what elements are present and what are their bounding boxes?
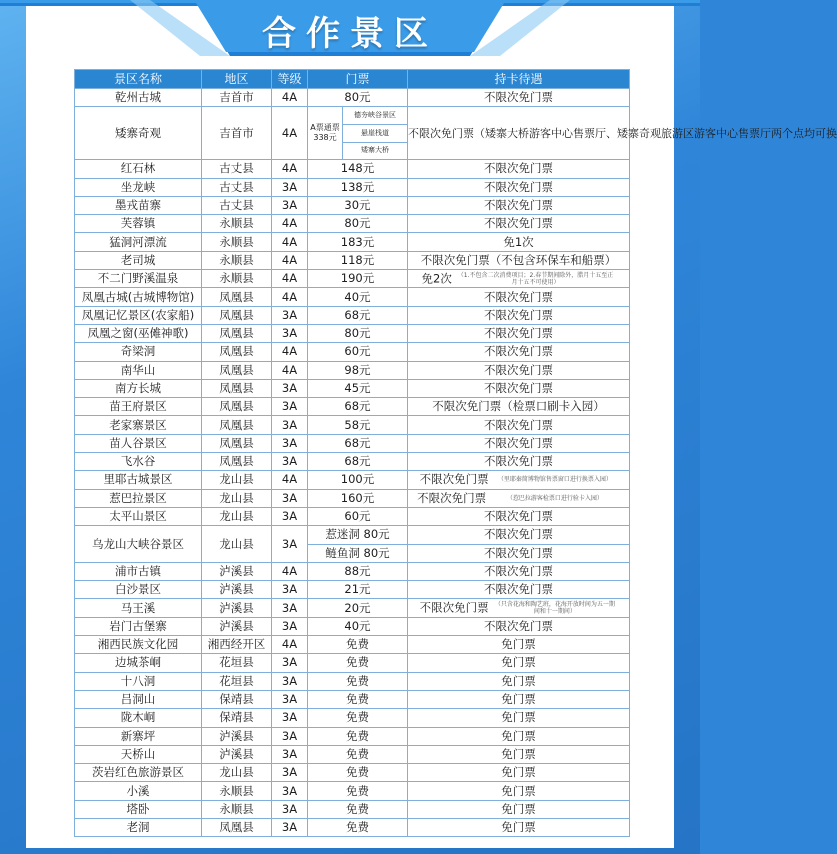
cell-ticket: 58元 [308, 416, 408, 434]
benefit-note: （1.不包含二次消费项目；2.春节期间除外，腊月十五至正月十五不可使用） [457, 271, 614, 286]
cell-name: 十八洞 [75, 672, 202, 690]
cell-level: 3A [272, 764, 308, 782]
cell-name: 浦市古镇 [75, 562, 202, 580]
cell-area: 泸溪县 [202, 727, 272, 745]
cell-name: 乌龙山大峡谷景区 [75, 526, 202, 563]
cell-name: 老家寨景区 [75, 416, 202, 434]
cell-name: 猛洞河漂流 [75, 233, 202, 251]
benefit-note: （惹巴拉游客检票口进行验卡入园） [506, 494, 603, 502]
table-row [75, 709, 630, 727]
table-row [75, 782, 630, 800]
cell-level: 3A [272, 416, 308, 434]
ticket-part: 德夯峡谷景区 [343, 107, 408, 124]
cell-level: 4A [272, 361, 308, 379]
cell-benefit [408, 599, 630, 617]
cell-ticket: 148元 [308, 160, 408, 178]
cell-area: 龙山县 [202, 471, 272, 489]
table-row [75, 581, 630, 599]
cell-level: 4A [272, 107, 308, 160]
header-level: 等级 [272, 70, 308, 89]
cell-level: 3A [272, 727, 308, 745]
cell-ticket: 183元 [308, 233, 408, 251]
cell-area: 凤凰县 [202, 416, 272, 434]
table-row [75, 270, 630, 288]
cell-area: 保靖县 [202, 690, 272, 708]
table-row [75, 599, 630, 617]
cell-level: 3A [272, 324, 308, 342]
cell-name: 苗王府景区 [75, 398, 202, 416]
benefit-text: 不限次免门票 [419, 472, 489, 487]
cell-benefit: 免门票 [408, 636, 630, 654]
cell-name: 老司城 [75, 251, 202, 269]
cell-benefit: 免门票 [408, 764, 630, 782]
cell-name: 不二门野溪温泉 [75, 270, 202, 288]
table-row [75, 233, 630, 251]
cell-ticket: 免费 [308, 800, 408, 818]
cell-name: 里耶古城景区 [75, 471, 202, 489]
table-row [75, 745, 630, 763]
cell-ticket: 21元 [308, 581, 408, 599]
cell-area: 花垣县 [202, 672, 272, 690]
cell-benefit: 不限次免门票（检票口刷卡入园） [408, 398, 630, 416]
benefit-note: （只含花海和陶艺班，花海开放时间为五一期间和十一期间） [494, 601, 615, 616]
cell-benefit: 不限次免门票（不包含环保车和船票） [408, 251, 630, 269]
cell-ticket: 免费 [308, 636, 408, 654]
benefit-note: （里耶秦简博物馆售票窗口进行换票入园） [497, 476, 612, 484]
cell-area: 永顺县 [202, 215, 272, 233]
page-title: 合作景区 [262, 14, 438, 54]
cell-ticket: 40元 [308, 288, 408, 306]
table-row [75, 526, 630, 544]
cell-name: 坐龙峡 [75, 178, 202, 196]
cell-name: 奇梁洞 [75, 343, 202, 361]
cell-benefit: 免门票 [408, 745, 630, 763]
cell-ticket: 鲢鱼洞 80元 [308, 544, 408, 562]
cell-ticket: 68元 [308, 453, 408, 471]
cell-area: 古丈县 [202, 196, 272, 214]
table-row [75, 507, 630, 525]
cell-area: 凤凰县 [202, 324, 272, 342]
cell-level: 3A [272, 178, 308, 196]
cell-ticket: 45元 [308, 379, 408, 397]
cell-level: 3A [272, 453, 308, 471]
cell-name: 新寨坪 [75, 727, 202, 745]
cell-ticket: 68元 [308, 398, 408, 416]
cell-level: 4A [272, 288, 308, 306]
benefit-text: 不限次免门票 [417, 490, 487, 505]
cell-area: 泸溪县 [202, 599, 272, 617]
table-row [75, 764, 630, 782]
cell-benefit: 免门票 [408, 672, 630, 690]
table-row [75, 471, 630, 489]
cell-name: 岩门古堡寨 [75, 617, 202, 635]
cell-level: 4A [272, 233, 308, 251]
cell-level: 4A [272, 215, 308, 233]
cell-area: 永顺县 [202, 270, 272, 288]
cell-benefit [408, 489, 630, 507]
cell-area: 吉首市 [202, 89, 272, 107]
table-row [75, 196, 630, 214]
cell-level: 4A [272, 251, 308, 269]
table-row [75, 562, 630, 580]
scenic-spots-table [74, 69, 837, 837]
cell-ticket: 88元 [308, 562, 408, 580]
cell-name: 南华山 [75, 361, 202, 379]
cell-name: 小溪 [75, 782, 202, 800]
cell-level: 4A [272, 636, 308, 654]
table-row [75, 636, 630, 654]
cell-ticket: 免费 [308, 690, 408, 708]
cell-level: 3A [272, 434, 308, 452]
cell-level: 4A [272, 270, 308, 288]
cell-ticket: 190元 [308, 270, 408, 288]
cell-name: 湘西民族文化园 [75, 636, 202, 654]
cell-level: 4A [272, 562, 308, 580]
cell-level: 3A [272, 782, 308, 800]
cell-ticket: 80元 [308, 324, 408, 342]
cell-area: 泸溪县 [202, 745, 272, 763]
cell-name: 天桥山 [75, 745, 202, 763]
cell-area: 龙山县 [202, 489, 272, 507]
cell-level: 4A [272, 343, 308, 361]
cell-level: 3A [272, 672, 308, 690]
cell-level: 3A [272, 398, 308, 416]
table-row [75, 379, 630, 397]
cell-area: 凤凰县 [202, 398, 272, 416]
cell-benefit: 不限次免门票 [408, 306, 630, 324]
cell-name: 太平山景区 [75, 507, 202, 525]
table-header-row [75, 70, 630, 89]
cell-area: 龙山县 [202, 507, 272, 525]
cell-ticket: 免费 [308, 709, 408, 727]
cell-level: 4A [272, 89, 308, 107]
table-row [75, 324, 630, 342]
table-row [75, 434, 630, 452]
cell-name: 红石林 [75, 160, 202, 178]
cell-area: 凤凰县 [202, 818, 272, 836]
cell-level: 3A [272, 599, 308, 617]
table-row [75, 107, 630, 160]
table-row [75, 160, 630, 178]
table-row [75, 489, 630, 507]
cell-area: 凤凰县 [202, 453, 272, 471]
ticket-main: A票通票 338元 [308, 107, 343, 159]
cell-name: 凤凰记忆景区(农家船) [75, 306, 202, 324]
cell-name: 马王溪 [75, 599, 202, 617]
cell-area: 凤凰县 [202, 288, 272, 306]
cell-name: 飞水谷 [75, 453, 202, 471]
cell-area: 泸溪县 [202, 617, 272, 635]
cell-ticket [308, 107, 408, 160]
cell-name: 芙蓉镇 [75, 215, 202, 233]
title-banner [0, 0, 700, 60]
cell-area: 吉首市 [202, 107, 272, 160]
cell-benefit: 免门票 [408, 782, 630, 800]
cell-name: 茨岩红色旅游景区 [75, 764, 202, 782]
cell-benefit: 免门票 [408, 654, 630, 672]
cell-benefit: 不限次免门票 [408, 196, 630, 214]
cell-area: 凤凰县 [202, 361, 272, 379]
cell-benefit: 不限次免门票 [408, 89, 630, 107]
table-row [75, 654, 630, 672]
header-name: 景区名称 [75, 70, 202, 89]
cell-name: 凤凰之窗(巫傩神歌) [75, 324, 202, 342]
table-row [75, 818, 630, 836]
benefit-text: 免2次 [421, 271, 452, 286]
cell-ticket: 60元 [308, 343, 408, 361]
cell-name: 白沙景区 [75, 581, 202, 599]
table-row [75, 251, 630, 269]
cell-name: 塔卧 [75, 800, 202, 818]
cell-area: 凤凰县 [202, 306, 272, 324]
cell-benefit: 不限次免门票 [408, 178, 630, 196]
ticket-part: 悬崖栈道 [343, 124, 408, 142]
cell-name: 墨戎苗寨 [75, 196, 202, 214]
cell-ticket: 免费 [308, 818, 408, 836]
cell-area: 永顺县 [202, 800, 272, 818]
cell-benefit: 不限次免门票 [408, 379, 630, 397]
cell-benefit: 不限次免门票 [408, 361, 630, 379]
cell-name: 乾州古城 [75, 89, 202, 107]
table-row [75, 800, 630, 818]
cell-benefit: 免门票 [408, 690, 630, 708]
cell-area: 花垣县 [202, 654, 272, 672]
cell-ticket: 80元 [308, 89, 408, 107]
cell-benefit: 不限次免门票 [408, 544, 630, 562]
cell-benefit: 免门票 [408, 800, 630, 818]
cell-ticket: 118元 [308, 251, 408, 269]
cell-ticket: 100元 [308, 471, 408, 489]
cell-benefit: 不限次免门票（矮寨大桥游客中心售票厅、矮寨奇观旅游区游客中心售票厅两个点均可换 [408, 107, 630, 160]
cell-area: 凤凰县 [202, 434, 272, 452]
cell-ticket: 免费 [308, 672, 408, 690]
cell-ticket: 40元 [308, 617, 408, 635]
table-row [75, 398, 630, 416]
cell-area: 永顺县 [202, 233, 272, 251]
table-row [75, 617, 630, 635]
cell-benefit: 不限次免门票 [408, 617, 630, 635]
table-row [75, 416, 630, 434]
cell-level: 3A [272, 800, 308, 818]
cell-area: 湘西经开区 [202, 636, 272, 654]
cell-ticket: 80元 [308, 215, 408, 233]
cell-area: 龙山县 [202, 526, 272, 563]
cell-level: 3A [272, 581, 308, 599]
cell-name: 矮寨奇观 [75, 107, 202, 160]
cell-benefit: 不限次免门票 [408, 581, 630, 599]
cell-ticket: 免费 [308, 727, 408, 745]
table-row [75, 361, 630, 379]
cell-level: 3A [272, 526, 308, 563]
cell-benefit: 不限次免门票 [408, 160, 630, 178]
cell-ticket: 98元 [308, 361, 408, 379]
cell-benefit: 不限次免门票 [408, 526, 630, 544]
cell-area: 永顺县 [202, 251, 272, 269]
table-row [75, 215, 630, 233]
cell-area: 凤凰县 [202, 379, 272, 397]
cell-benefit: 免门票 [408, 727, 630, 745]
cell-level: 3A [272, 745, 308, 763]
cell-benefit: 不限次免门票 [408, 215, 630, 233]
cell-benefit [408, 471, 630, 489]
cell-name: 吕洞山 [75, 690, 202, 708]
cell-ticket: 免费 [308, 654, 408, 672]
cell-name: 边城茶峒 [75, 654, 202, 672]
cell-benefit: 不限次免门票 [408, 562, 630, 580]
cell-ticket: 惹迷洞 80元 [308, 526, 408, 544]
cell-area: 永顺县 [202, 782, 272, 800]
cell-level: 3A [272, 507, 308, 525]
cell-area: 保靖县 [202, 709, 272, 727]
cell-name: 南方长城 [75, 379, 202, 397]
cell-area: 龙山县 [202, 764, 272, 782]
cell-area: 凤凰县 [202, 343, 272, 361]
cell-ticket: 免费 [308, 782, 408, 800]
table-row [75, 178, 630, 196]
cell-area: 泸溪县 [202, 581, 272, 599]
cell-level: 4A [272, 471, 308, 489]
cell-benefit: 不限次免门票 [408, 288, 630, 306]
cell-benefit [408, 270, 630, 288]
ticket-part: 矮寨大桥 [361, 146, 389, 155]
cell-ticket: 20元 [308, 599, 408, 617]
cell-ticket: 免费 [308, 745, 408, 763]
benefit-text: 不限次免门票 [419, 600, 489, 615]
table-row [75, 89, 630, 107]
cell-area: 泸溪县 [202, 562, 272, 580]
cell-level: 3A [272, 489, 308, 507]
cell-level: 3A [272, 690, 308, 708]
table-row [75, 690, 630, 708]
cell-ticket: 30元 [308, 196, 408, 214]
cell-benefit: 不限次免门票 [408, 507, 630, 525]
cell-level: 3A [272, 654, 308, 672]
cell-benefit: 免门票 [408, 709, 630, 727]
cell-benefit: 不限次免门票 [408, 343, 630, 361]
header-ticket: 门票 [308, 70, 408, 89]
cell-ticket: 60元 [308, 507, 408, 525]
cell-level: 3A [272, 617, 308, 635]
header-area: 地区 [202, 70, 272, 89]
table-row [75, 343, 630, 361]
cell-area: 古丈县 [202, 160, 272, 178]
cell-level: 3A [272, 379, 308, 397]
table-body [75, 89, 837, 837]
cell-name: 凤凰古城(古城博物馆) [75, 288, 202, 306]
cell-benefit: 免门票 [408, 818, 630, 836]
cell-level: 3A [272, 196, 308, 214]
cell-level: 3A [272, 306, 308, 324]
cell-ticket: 免费 [308, 764, 408, 782]
cell-name: 苗人谷景区 [75, 434, 202, 452]
table-row [75, 727, 630, 745]
cell-benefit: 不限次免门票 [408, 453, 630, 471]
ticket-subtable [308, 107, 407, 159]
cell-level: 4A [272, 160, 308, 178]
cell-name: 惹巴拉景区 [75, 489, 202, 507]
cell-ticket: 138元 [308, 178, 408, 196]
cell-benefit: 不限次免门票 [408, 324, 630, 342]
cell-name: 陇木峒 [75, 709, 202, 727]
table-row [75, 306, 630, 324]
cell-level: 3A [272, 709, 308, 727]
cell-ticket: 68元 [308, 306, 408, 324]
table-row [75, 288, 630, 306]
header-benefit: 持卡待遇 [408, 70, 630, 89]
cell-benefit: 不限次免门票 [408, 434, 630, 452]
table-row [75, 672, 630, 690]
cell-ticket: 68元 [308, 434, 408, 452]
cell-ticket: 160元 [308, 489, 408, 507]
cell-benefit: 免1次 [408, 233, 630, 251]
cell-name: 老洞 [75, 818, 202, 836]
table-row [75, 453, 630, 471]
cell-area: 古丈县 [202, 178, 272, 196]
cell-benefit: 不限次免门票 [408, 416, 630, 434]
cell-level: 3A [272, 818, 308, 836]
